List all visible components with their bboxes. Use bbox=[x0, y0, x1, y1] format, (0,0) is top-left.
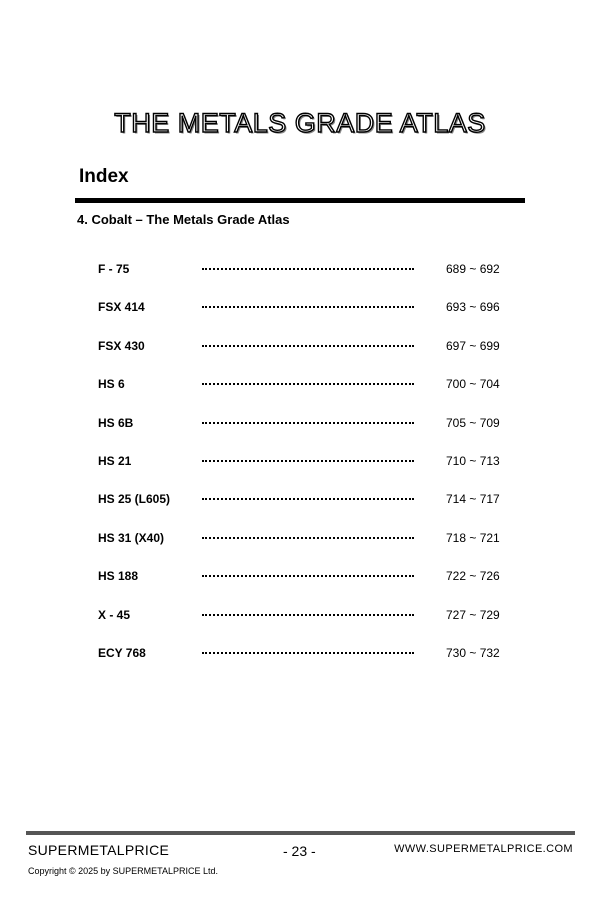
entry-page-range: 705 ~ 709 bbox=[446, 415, 500, 430]
dot-leader bbox=[202, 268, 414, 270]
dot-leader bbox=[202, 614, 414, 616]
entry-name: X - 45 bbox=[98, 607, 131, 622]
entry-page-range: 693 ~ 696 bbox=[446, 300, 500, 315]
footer-website: WWW.SUPERMETALPRICE.COM bbox=[394, 843, 573, 855]
entry-page-range: 714 ~ 717 bbox=[446, 492, 500, 507]
dot-leader bbox=[202, 306, 414, 308]
entry-name: HS 25 (L605) bbox=[98, 492, 171, 507]
entry-name: F - 75 bbox=[98, 262, 130, 276]
dot-leader bbox=[202, 652, 414, 654]
index-entry bbox=[0, 605, 600, 643]
index-entry bbox=[0, 643, 600, 681]
index-entry bbox=[0, 336, 600, 374]
entry-page-range: 700 ~ 704 bbox=[446, 377, 500, 392]
index-entry bbox=[0, 297, 600, 335]
page-title: THE METALS GRADE ATLAS bbox=[114, 108, 486, 138]
entry-page-range: 710 ~ 713 bbox=[446, 453, 500, 468]
entry-name: ECY 768 bbox=[98, 645, 146, 660]
dot-leader bbox=[202, 422, 414, 424]
dot-leader bbox=[202, 460, 414, 462]
entry-name: HS 6B bbox=[98, 415, 134, 430]
index-entry bbox=[0, 528, 600, 566]
index-entry bbox=[0, 374, 600, 412]
entry-name: HS 31 (X40) bbox=[98, 530, 165, 545]
index-entry bbox=[0, 489, 600, 527]
dot-leader bbox=[202, 345, 414, 347]
entry-name: HS 21 bbox=[98, 453, 132, 468]
entry-page-range: 697 ~ 699 bbox=[446, 338, 500, 353]
index-entry-list bbox=[0, 259, 600, 681]
dot-leader bbox=[202, 498, 414, 500]
footer-divider bbox=[26, 831, 575, 835]
entry-page-range: 718 ~ 721 bbox=[446, 530, 500, 545]
entry-page-range: 730 ~ 732 bbox=[446, 645, 500, 660]
dot-leader bbox=[202, 383, 414, 385]
index-heading: Index bbox=[79, 166, 129, 187]
dot-leader bbox=[202, 575, 414, 577]
index-entry bbox=[0, 451, 600, 489]
index-entry bbox=[0, 413, 600, 451]
entry-name: HS 188 bbox=[98, 569, 139, 584]
entry-name: FSX 414 bbox=[98, 300, 145, 315]
entry-page-range: 727 ~ 729 bbox=[446, 607, 500, 622]
section-heading: 4. Cobalt – The Metals Grade Atlas bbox=[77, 212, 290, 227]
footer-brand: SUPERMETALPRICE bbox=[28, 842, 170, 858]
entry-page-range: 722 ~ 726 bbox=[446, 569, 500, 584]
entry-page-range: 689 ~ 692 bbox=[446, 262, 500, 276]
entry-name: FSX 430 bbox=[98, 338, 145, 353]
dot-leader bbox=[202, 537, 414, 539]
index-entry bbox=[0, 259, 600, 297]
copyright-notice: Copyright © 2025 by SUPERMETALPRICE Ltd. bbox=[28, 866, 219, 876]
index-divider bbox=[75, 198, 525, 203]
entry-name: HS 6 bbox=[98, 377, 125, 392]
page-number: - 23 - bbox=[283, 843, 316, 859]
index-entry bbox=[0, 566, 600, 604]
